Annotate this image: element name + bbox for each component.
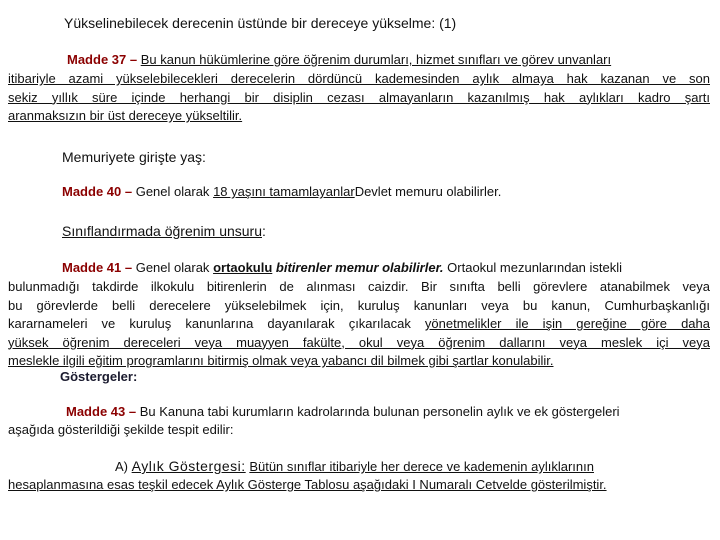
- heading-yukselme: Yükselinebilecek derecenin üstünde bir dereceye yükselme: (1): [64, 15, 457, 31]
- madde-41-text-4-plain: kararnameleri ve kuruluş kanunlarına dayanılarak çıkarılacak: [8, 316, 411, 331]
- madde-41-text-2: bulunmadığı takdirde ilkokulu bitirenlerin de alınması caizdir. Bir sınıfta belli görevlere atanabilmek veya: [8, 279, 710, 294]
- madde-40: [62, 183, 501, 201]
- heading-siniflandirma-text: Sınıflandırmada öğrenim unsuru: [62, 223, 262, 239]
- madde-41-body: [8, 278, 710, 371]
- heading-memuriyet: Memuriyete girişte yaş:: [62, 149, 206, 165]
- madde-37-body: [8, 70, 710, 126]
- heading-siniflandirma-colon: :: [262, 223, 266, 239]
- madde-41-ortaokulu: ortaokulu: [213, 260, 273, 275]
- section-a-prefix: A): [115, 459, 128, 474]
- section-a-line2: hesaplanmasına esas teşkil edecek Aylık Gösterge Tablosu aşağıdaki I Numaralı Cetvelde gösterilmiştir.: [8, 477, 607, 492]
- madde-40-post: Devlet memuru olabilirler.: [354, 184, 502, 199]
- heading-siniflandirma: [62, 222, 266, 240]
- madde-43-line1: [66, 403, 710, 421]
- madde-41-line1: [62, 259, 710, 277]
- madde-41-pre: Genel olarak: [135, 260, 210, 275]
- madde-37-text-1: Bu kanun hükümlerine göre öğrenim durumları, hizmet sınıfları ve görev unvanları: [140, 52, 612, 67]
- madde-41-bold-rest: bitirenler memur olabilirler.: [275, 260, 444, 275]
- madde-41-text-4-underlined: yönetmelikler ile işin gereğine göre daha: [424, 316, 710, 331]
- madde-41-text-4: [8, 315, 710, 334]
- madde-37-text-2: itibariyle azami yükselebilecekleri derecelerin dördüncü kademesinden aylık almaya hak kazanan ve son: [8, 71, 710, 86]
- section-a-line1: [115, 457, 710, 476]
- madde-43-text-2: aşağıda gösterildiği şekilde tespit edilir:: [8, 422, 234, 437]
- madde-41-text-5: yüksek öğrenim dereceleri veya muayyen fakülte, okul veya öğrenim dallarını veya meslek içi veya: [8, 334, 710, 350]
- madde-41-label: Madde 41 –: [62, 260, 133, 275]
- section-a-line1-rest: Bütün sınıflar itibariyle her derece ve kademenin aylıklarının: [249, 459, 594, 474]
- madde-40-pre: Genel olarak: [135, 184, 210, 199]
- madde-37-label: Madde 37 –: [67, 52, 138, 67]
- madde-41-line1-rest: Ortaokul mezunlarından istekli: [447, 260, 623, 275]
- madde-37-line1: [67, 51, 611, 69]
- madde-43-label: Madde 43 –: [66, 404, 137, 419]
- section-a-title: Aylık Göstergesi:: [131, 458, 246, 474]
- heading-gostergeler: Göstergeler:: [60, 369, 138, 384]
- madde-37-text-4: aranmaksızın bir üst dereceye yükseltilir.: [8, 108, 243, 123]
- madde-37-text-3: sekiz yıllık süre içinde herhangi bir disiplin cezası almayanların kazanılmış hak aylıkları kadro şartı: [8, 89, 710, 105]
- madde-41-text-6: meslekle ilgili eğitim programlarını bitirmiş olmak veya yabancı dil bilmek gibi şartlar konulabilir.: [8, 353, 554, 368]
- madde-43-text-1: Bu Kanuna tabi kurumların kadrolarında bulunan personelin aylık ve ek göstergeleri: [139, 404, 620, 419]
- madde-40-underlined: 18 yaşını tamamlayanlar: [213, 184, 355, 199]
- madde-40-label: Madde 40 –: [62, 184, 133, 199]
- madde-41-text-3: bu görevlerde belli derecelere yükselebilmek için, kuruluş kanunları veya bu kanun, Cumhurbaşkanlığı: [8, 297, 710, 313]
